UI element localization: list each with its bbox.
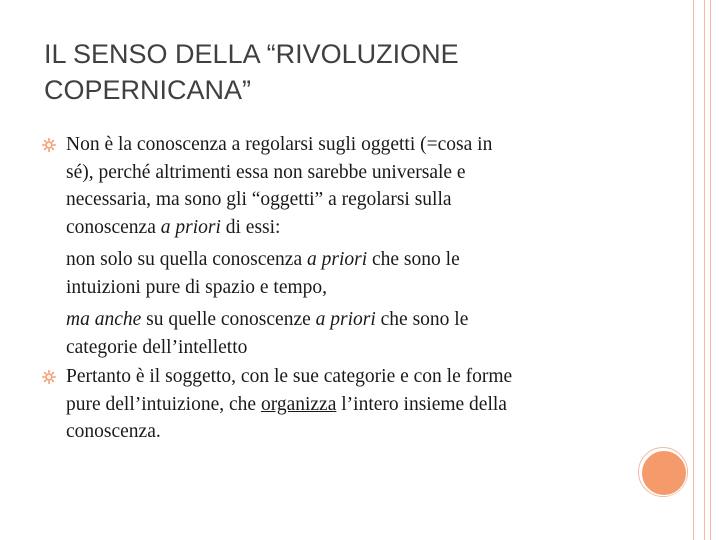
frame-line-middle — [704, 0, 705, 540]
sub-2-line-1 — [66, 306, 622, 334]
bullet-1 — [42, 131, 622, 361]
frame-line-right — [710, 0, 711, 540]
sub-1-line-2: intuizioni pure di spazio e tempo, — [66, 276, 328, 298]
text-run: che sono le — [367, 249, 460, 270]
decorative-circle — [641, 450, 687, 496]
slide-title — [44, 36, 604, 108]
bullet-2-line-3: conoscenza. — [66, 421, 161, 442]
bullet-1-line-1: Non è la conoscenza a regolarsi sugli oggetti (=cosa in — [66, 134, 493, 155]
italic-a-priori: a priori — [306, 249, 368, 270]
underlined-organizza: organizza — [260, 393, 337, 415]
italic-a-priori: a priori — [315, 309, 376, 330]
sub-2-line-2: categorie dell’intelletto — [66, 336, 248, 358]
italic-ma-anche: ma anche — [66, 309, 142, 330]
text-run: che sono le — [375, 309, 469, 330]
bullet-2 — [42, 363, 622, 446]
text-run: conoscenza — [66, 216, 161, 238]
bullet-2-line-2 — [66, 391, 622, 419]
text-run: di essi: — [220, 216, 281, 238]
sun-icon — [42, 138, 56, 152]
bullet-1-line-4 — [66, 214, 622, 242]
text-run: non solo su quella conoscenza — [66, 249, 307, 270]
slide-body — [42, 131, 622, 446]
text-run: l’intero insieme della — [336, 393, 507, 415]
italic-a-priori: a priori — [160, 216, 221, 238]
title-line-2: COPERNICANA” — [44, 75, 252, 105]
sub-paragraph-2 — [66, 306, 622, 361]
text-run: pure dell’intuizione, che — [66, 393, 261, 415]
bullet-1-line-2: sé), perché altrimenti essa non sarebbe universale e — [66, 161, 466, 183]
text-run: su quelle conoscenze — [141, 309, 316, 330]
bullet-1-line-3: necessaria, ma sono gli “oggetti” a regolarsi sulla — [66, 189, 452, 210]
bullet-2-line-1: Pertanto è il soggetto, con le sue categorie e con le forme — [66, 366, 513, 387]
title-line-1: IL SENSO DELLA “RIVOLUZIONE — [44, 39, 459, 69]
sub-paragraph-1 — [66, 246, 622, 301]
frame-line-left — [693, 0, 694, 540]
sub-1-line-1 — [66, 246, 622, 274]
sun-icon — [42, 370, 56, 384]
